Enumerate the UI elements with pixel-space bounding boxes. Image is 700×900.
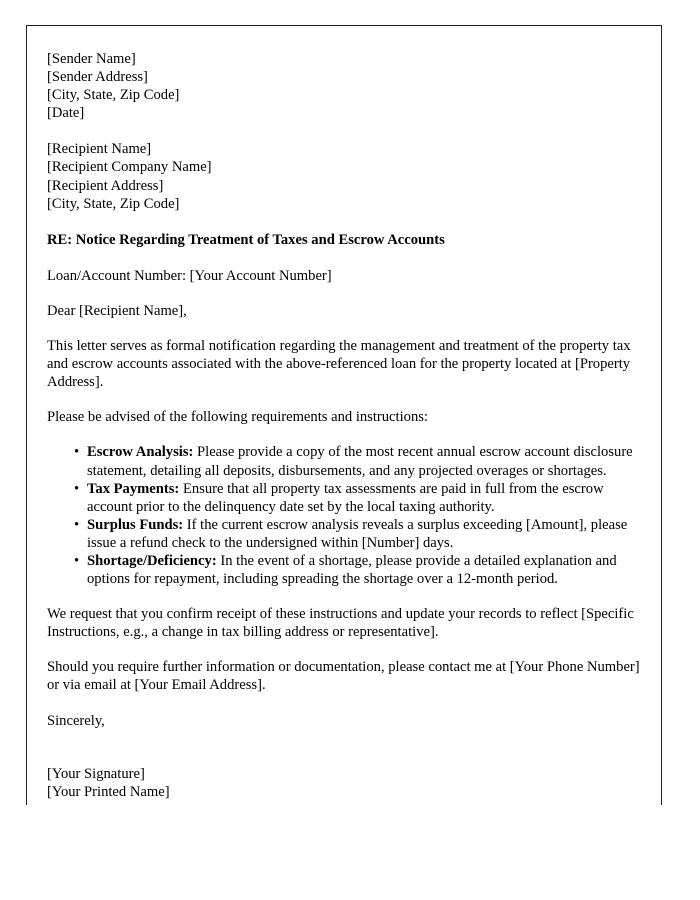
list-item-text: If the current escrow analysis reveals a surplus exceeding [Amount], please issue a refund check to the undersigned within [Number] days.: [87, 516, 628, 551]
list-item-text: Ensure that all property tax assessments are paid in full from the escrow account prior to the delinquency date set by the local taxing authority.: [87, 480, 604, 515]
list-item-label: Shortage/Deficiency:: [87, 552, 217, 569]
list-item: [47, 443, 643, 479]
sender-city-state-zip-line: [City, State, Zip Code]: [47, 87, 180, 104]
account-number-line: Loan/Account Number: [Your Account Number]: [47, 267, 332, 284]
signature-block: [47, 765, 643, 801]
list-item: [47, 480, 643, 516]
list-item: [47, 516, 643, 552]
body-paragraph-2: Please be advised of the following requirements and instructions:: [47, 409, 428, 426]
closing-salutation: Sincerely,: [47, 712, 105, 729]
requirements-list: [47, 443, 643, 588]
recipient-city-state-zip-line: [City, State, Zip Code]: [47, 195, 180, 212]
signature-spacer: [47, 747, 643, 765]
list-item: [47, 552, 643, 588]
letter-body: [47, 50, 643, 801]
sender-address-line: [Sender Address]: [47, 69, 148, 86]
closing-paragraph-2: Should you require further information or documentation, please contact me at [Your Phone Number] or via email at [Your Email Address].: [47, 659, 640, 694]
recipient-address-block: [47, 140, 643, 212]
body-paragraph-1: This letter serves as formal notification regarding the management and treatment of the property tax and escrow accounts associated with the above-referenced loan for the property located at [Property Address].: [47, 338, 631, 391]
printed-name-line: [Your Printed Name]: [47, 783, 170, 800]
document-page: [26, 25, 662, 805]
sender-name-line: [Sender Name]: [47, 51, 136, 67]
sender-address-block: [47, 50, 643, 122]
date-line: [Date]: [47, 105, 85, 122]
recipient-name-line: [Recipient Name]: [47, 141, 152, 158]
subject-line: RE: Notice Regarding Treatment of Taxes and Escrow Accounts: [47, 231, 445, 248]
closing-paragraph-1: We request that you confirm receipt of these instructions and update your records to reflect [Specific Instructions, e.g., a change in tax billing address or representative].: [47, 606, 634, 641]
signature-placeholder-line: [Your Signature]: [47, 765, 145, 782]
recipient-company-line: [Recipient Company Name]: [47, 159, 212, 176]
list-item-label: Surplus Funds:: [87, 516, 184, 533]
list-item-label: Tax Payments:: [87, 480, 180, 497]
salutation: Dear [Recipient Name],: [47, 302, 187, 319]
list-item-label: Escrow Analysis:: [87, 444, 194, 461]
recipient-address-line: [Recipient Address]: [47, 177, 164, 194]
list-item-text: In the event of a shortage, please provide a detailed explanation and options for repayment, including spreading the shortage over a 12-month period.: [87, 552, 617, 588]
list-item-text: Please provide a copy of the most recent annual escrow account disclosure statement, detailing all deposits, disbursements, and any projected overages or shortages.: [87, 444, 633, 479]
